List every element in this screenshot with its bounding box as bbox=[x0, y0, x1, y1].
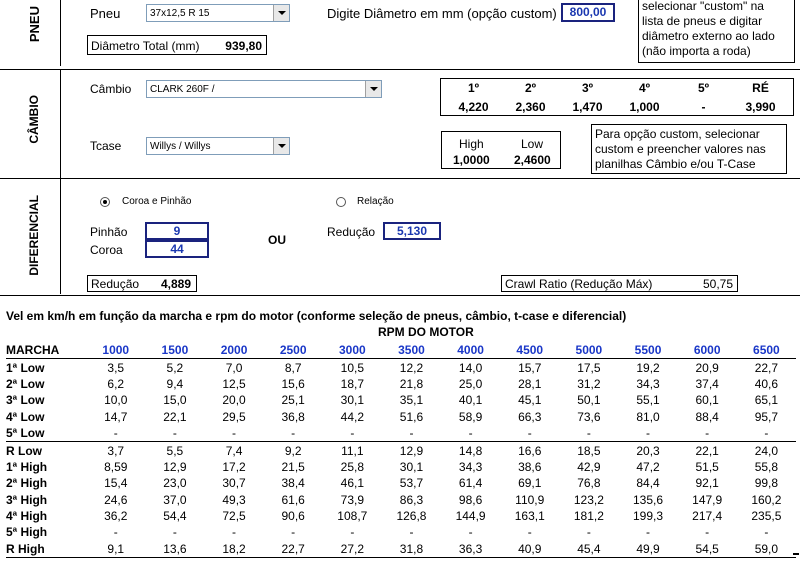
speed-cell: 108,7 bbox=[337, 509, 368, 524]
speed-cell: - bbox=[705, 525, 710, 540]
gear-label: 1ª High bbox=[6, 459, 48, 474]
speed-cell: 92,1 bbox=[695, 476, 719, 491]
speed-cell: 22,7 bbox=[754, 360, 779, 375]
diferencial-section-label: DIFERENCIAL bbox=[27, 195, 41, 276]
gear-label: 3ª High bbox=[6, 492, 48, 507]
speed-cell: 47,2 bbox=[636, 459, 660, 474]
gear-header: 1º bbox=[467, 81, 480, 95]
rpm-column-header: 5500 bbox=[618, 342, 677, 359]
speed-cell: 69,1 bbox=[518, 476, 542, 491]
speed-cell: 37,4 bbox=[695, 376, 719, 391]
coroa-input[interactable]: 44 bbox=[145, 240, 209, 258]
gear-ratio: 4,220 bbox=[458, 100, 489, 114]
cambio-label: Câmbio bbox=[90, 82, 132, 96]
pneu-note-line: diâmetro externo ao lado bbox=[642, 29, 775, 43]
speed-cell: 163,1 bbox=[514, 509, 545, 524]
speed-cell: 61,4 bbox=[458, 476, 483, 491]
speed-cell: 40,9 bbox=[500, 541, 559, 558]
pneu-note-line: selecionar "custom" na bbox=[642, 0, 764, 13]
crawl-ratio-value: 50,75 bbox=[702, 277, 733, 291]
speed-cell: 14,0 bbox=[458, 360, 483, 375]
gear-ratio: - bbox=[701, 100, 706, 114]
speed-cell: 46,1 bbox=[340, 476, 364, 491]
speed-cell: - bbox=[350, 525, 355, 540]
speed-cell: 22,1 bbox=[163, 409, 187, 424]
speed-cell: 45,1 bbox=[518, 393, 542, 408]
speed-cell: 88,4 bbox=[695, 409, 719, 424]
speed-cell: 7,4 bbox=[225, 443, 243, 458]
pneu-section-label: PNEU bbox=[27, 6, 42, 43]
speed-cell: 18,2 bbox=[204, 541, 263, 558]
table-row bbox=[6, 492, 796, 508]
speed-cell: - bbox=[172, 525, 177, 540]
table-row bbox=[6, 392, 796, 408]
gear-header: 2º bbox=[524, 81, 537, 95]
table-row bbox=[6, 359, 796, 376]
table-row bbox=[6, 508, 796, 524]
speed-cell: 24,6 bbox=[104, 492, 128, 507]
gear-header: 3º bbox=[581, 81, 594, 95]
speed-cell: 15,6 bbox=[281, 376, 305, 391]
speed-cell: 6,2 bbox=[107, 376, 125, 391]
cambio-divider bbox=[60, 70, 61, 178]
rpm-column-header: 6500 bbox=[737, 342, 796, 359]
speed-cell: 123,2 bbox=[573, 492, 604, 507]
speed-cell: 24,0 bbox=[754, 443, 779, 458]
gear-label: 4ª High bbox=[6, 509, 48, 524]
marcha-header: MARCHA bbox=[6, 342, 86, 359]
pneu-select[interactable] bbox=[146, 4, 290, 22]
speed-cell: 15,4 bbox=[104, 476, 128, 491]
speed-cell: 30,7 bbox=[222, 476, 246, 491]
speed-cell: 54,4 bbox=[163, 509, 187, 524]
rpm-column-header: 5000 bbox=[559, 342, 618, 359]
speed-cell: 51,6 bbox=[399, 409, 424, 424]
rpm-header: RPM DO MOTOR bbox=[378, 325, 474, 339]
tcase-note-line: custom e preencher valores nas bbox=[595, 142, 766, 156]
table-row bbox=[6, 409, 796, 425]
total-diameter-label: Diâmetro Total (mm) bbox=[91, 39, 200, 53]
speed-cell: - bbox=[291, 525, 296, 540]
speed-cell: 10,0 bbox=[104, 393, 128, 408]
speed-cell: - bbox=[678, 425, 737, 442]
speed-cell: 44,2 bbox=[340, 409, 364, 424]
gear-label: R High bbox=[6, 541, 86, 558]
speed-cell: - bbox=[441, 425, 500, 442]
speed-cell: 25,8 bbox=[340, 459, 364, 474]
tcase-high-value: 1,0000 bbox=[453, 153, 490, 167]
speed-cell: 17,5 bbox=[577, 360, 601, 375]
rpm-column-header: 1500 bbox=[145, 342, 204, 359]
speed-cell: - bbox=[646, 525, 651, 540]
speed-cell: 36,8 bbox=[281, 409, 305, 424]
speed-cell: 110,9 bbox=[515, 492, 545, 507]
speed-cell: 20,3 bbox=[636, 443, 660, 458]
tcase-ratio-box bbox=[441, 131, 561, 169]
speed-cell: 99,8 bbox=[754, 476, 779, 491]
speed-cell: 73,6 bbox=[577, 409, 601, 424]
speed-cell: 23,0 bbox=[163, 476, 187, 491]
speed-cell: 11,1 bbox=[341, 443, 364, 458]
tcase-select-value: Willys / Willys bbox=[150, 141, 211, 152]
relacao-radio[interactable] bbox=[336, 197, 346, 207]
chevron-down-icon[interactable] bbox=[273, 5, 289, 21]
speed-cell: 3,7 bbox=[107, 443, 125, 458]
speed-cell: 22,7 bbox=[264, 541, 323, 558]
diferencial-divider bbox=[60, 179, 61, 294]
speed-cell: 86,3 bbox=[399, 492, 424, 507]
speed-cell: - bbox=[323, 425, 382, 442]
speed-cell: 29,5 bbox=[222, 409, 246, 424]
gear-label: 2ª High bbox=[6, 476, 48, 491]
speed-cell: 73,9 bbox=[340, 492, 364, 507]
diameter-label: Digite Diâmetro em mm (opção custom) bbox=[327, 6, 557, 21]
tcase-note bbox=[591, 124, 787, 174]
speed-cell: 25,1 bbox=[281, 393, 305, 408]
cambio-select[interactable] bbox=[146, 80, 382, 98]
speed-cell: 59,0 bbox=[737, 541, 796, 558]
speed-cell: 144,9 bbox=[455, 509, 486, 524]
speed-cell: 30,1 bbox=[399, 459, 424, 474]
pneu-note-line: lista de pneus e digitar bbox=[642, 14, 763, 28]
total-diameter-value: 939,80 bbox=[225, 39, 262, 53]
speed-cell: 25,0 bbox=[458, 376, 483, 391]
speed-cell: 5,2 bbox=[166, 360, 184, 375]
speed-cell: 181,2 bbox=[573, 509, 604, 524]
tcase-select[interactable] bbox=[146, 137, 290, 155]
gear-label: 3ª Low bbox=[6, 393, 45, 408]
pneu-note-line: (não importa a roda) bbox=[642, 44, 751, 58]
speed-cell: 72,5 bbox=[222, 509, 246, 524]
rpm-column-header: 6000 bbox=[678, 342, 737, 359]
speed-cell: 147,9 bbox=[692, 492, 723, 507]
speed-cell: 34,3 bbox=[458, 459, 483, 474]
speed-cell: - bbox=[409, 525, 414, 540]
rpm-column-header: 3000 bbox=[323, 342, 382, 359]
gear-ratio: 1,000 bbox=[629, 100, 660, 114]
rpm-column-header: 3500 bbox=[382, 342, 441, 359]
speed-cell: 98,6 bbox=[458, 492, 483, 507]
speed-cell: 10,5 bbox=[340, 360, 364, 375]
speed-cell: - bbox=[382, 425, 441, 442]
crawl-ratio-box bbox=[501, 275, 738, 292]
gear-label: R Low bbox=[6, 443, 42, 458]
speed-cell: 12,2 bbox=[399, 360, 424, 375]
corner-mark bbox=[793, 553, 799, 555]
reducao-label: Redução bbox=[327, 225, 376, 239]
section-separator bbox=[0, 178, 800, 179]
speed-cell: 53,7 bbox=[399, 476, 424, 491]
gear-header: 5º bbox=[697, 81, 710, 95]
gear-ratio: 1,470 bbox=[572, 100, 603, 114]
speed-cell: 5,5 bbox=[166, 443, 184, 458]
gear-header: 4º bbox=[638, 81, 651, 95]
speed-cell: - bbox=[737, 425, 796, 442]
speed-cell: - bbox=[527, 525, 532, 540]
speed-cell: 38,6 bbox=[518, 459, 542, 474]
speed-cell: 16,6 bbox=[518, 443, 542, 458]
gear-label: 1ª Low bbox=[6, 360, 45, 375]
speed-cell: 31,2 bbox=[577, 376, 601, 391]
coroa-label: Coroa bbox=[90, 243, 123, 257]
gear-label: 4ª Low bbox=[6, 409, 45, 424]
table-row bbox=[6, 524, 796, 540]
speed-cell: 21,5 bbox=[281, 459, 305, 474]
pneu-note bbox=[638, 0, 795, 63]
speed-table bbox=[6, 342, 796, 558]
speed-cell: 60,1 bbox=[695, 393, 719, 408]
speed-cell: 126,8 bbox=[396, 509, 427, 524]
speed-cell: 9,2 bbox=[284, 443, 302, 458]
speed-cell: 55,8 bbox=[754, 459, 779, 474]
table-row bbox=[6, 459, 796, 475]
speed-cell: 49,9 bbox=[618, 541, 677, 558]
relacao-label: Relação bbox=[357, 196, 394, 207]
pneu-divider bbox=[60, 0, 61, 66]
speed-cell: 135,6 bbox=[633, 492, 664, 507]
speed-cell: - bbox=[500, 425, 559, 442]
tcase-high-label: High bbox=[459, 137, 484, 151]
speed-cell: 49,3 bbox=[222, 492, 246, 507]
table-row bbox=[6, 425, 796, 442]
speed-cell: 40,1 bbox=[458, 393, 483, 408]
reducao-calc-label: Redução bbox=[91, 277, 140, 291]
speed-cell: 55,1 bbox=[636, 393, 660, 408]
speed-cell: 66,3 bbox=[518, 409, 542, 424]
rpm-column-header: 2500 bbox=[264, 342, 323, 359]
speed-cell: 3,5 bbox=[107, 360, 125, 375]
chevron-down-icon[interactable] bbox=[365, 81, 381, 97]
speed-cell: 30,1 bbox=[340, 393, 364, 408]
speed-cell: 8,59 bbox=[104, 459, 128, 474]
speed-cell: - bbox=[559, 425, 618, 442]
table-row bbox=[6, 376, 796, 392]
section-separator bbox=[0, 69, 800, 70]
tcase-low-value: 2,4600 bbox=[514, 153, 551, 167]
speed-cell: 19,2 bbox=[636, 360, 660, 375]
coroa-pinhao-label: Coroa e Pinhão bbox=[122, 196, 192, 207]
speed-cell: 58,9 bbox=[458, 409, 483, 424]
speed-cell: 15,7 bbox=[518, 360, 542, 375]
total-diameter-box bbox=[87, 35, 267, 55]
speed-cell: 17,2 bbox=[222, 459, 246, 474]
speed-table-title: Vel em km/h em função da marcha e rpm do motor (conforme seleção de pneus, câmbio, t-case e diferencial) bbox=[6, 309, 627, 323]
crawl-ratio-label: Crawl Ratio (Redução Máx) bbox=[505, 277, 653, 291]
speed-cell: - bbox=[468, 525, 473, 540]
tcase-note-line: Para opção custom, selecionar bbox=[595, 127, 760, 141]
speed-cell: - bbox=[86, 425, 145, 442]
table-row bbox=[6, 475, 796, 491]
rpm-column-header: 4500 bbox=[500, 342, 559, 359]
speed-cell: 81,0 bbox=[636, 409, 660, 424]
speed-cell: 84,4 bbox=[636, 476, 660, 491]
speed-cell: 65,1 bbox=[754, 393, 779, 408]
speed-cell: 13,6 bbox=[145, 541, 204, 558]
speed-cell: 199,3 bbox=[633, 509, 664, 524]
speed-cell: - bbox=[618, 425, 677, 442]
pneu-label: Pneu bbox=[90, 6, 121, 21]
speed-cell: 14,8 bbox=[458, 443, 483, 458]
reducao-calc-value: 4,889 bbox=[161, 277, 192, 291]
rpm-column-header: 2000 bbox=[204, 342, 263, 359]
speed-cell: 51,5 bbox=[695, 459, 719, 474]
reducao-calc-box bbox=[87, 275, 197, 292]
speed-cell: 42,9 bbox=[577, 459, 601, 474]
speed-cell: 22,1 bbox=[695, 443, 719, 458]
chevron-down-icon[interactable] bbox=[273, 138, 289, 154]
ou-label: OU bbox=[268, 233, 286, 247]
speed-cell: 95,7 bbox=[754, 409, 779, 424]
speed-cell: 21,8 bbox=[399, 376, 424, 391]
diameter-input[interactable]: 800,00 bbox=[561, 3, 615, 22]
gear-ratio-table bbox=[440, 78, 794, 116]
tcase-label: Tcase bbox=[90, 139, 122, 153]
speed-cell: 37,0 bbox=[163, 492, 187, 507]
speed-cell: 235,5 bbox=[751, 509, 782, 524]
speed-cell: 18,7 bbox=[340, 376, 364, 391]
speed-cell: 14,7 bbox=[104, 409, 128, 424]
gear-header: RÉ bbox=[752, 81, 769, 95]
speed-cell: 18,5 bbox=[577, 443, 601, 458]
speed-table-header-row bbox=[6, 342, 796, 359]
speed-cell: 20,0 bbox=[222, 393, 246, 408]
speed-cell: 90,6 bbox=[281, 509, 305, 524]
speed-cell: 54,5 bbox=[678, 541, 737, 558]
gear-ratio: 3,990 bbox=[745, 100, 776, 114]
speed-cell: 7,0 bbox=[225, 360, 243, 375]
pinhao-label: Pinhão bbox=[90, 225, 128, 239]
speed-cell: 34,3 bbox=[636, 376, 660, 391]
speed-cell: 15,0 bbox=[163, 393, 187, 408]
speed-cell: 9,4 bbox=[166, 376, 184, 391]
gear-label: 2ª Low bbox=[6, 376, 45, 391]
table-row bbox=[6, 541, 796, 558]
speed-cell: 50,1 bbox=[577, 393, 601, 408]
speed-cell: - bbox=[232, 525, 237, 540]
speed-cell: - bbox=[113, 525, 118, 540]
speed-cell: 31,8 bbox=[382, 541, 441, 558]
gear-label: 5ª Low bbox=[6, 425, 86, 442]
speed-cell: - bbox=[764, 525, 769, 540]
speed-cell: - bbox=[586, 525, 591, 540]
pneu-select-value: 37x12,5 R 15 bbox=[150, 8, 210, 19]
speed-cell: - bbox=[264, 425, 323, 442]
tcase-note-line: planilhas Câmbio e/ou T-Case bbox=[595, 157, 756, 171]
section-separator bbox=[0, 295, 800, 296]
cambio-select-value: CLARK 260F / bbox=[150, 84, 215, 95]
gear-ratio: 2,360 bbox=[515, 100, 546, 114]
speed-cell: 9,1 bbox=[86, 541, 145, 558]
speed-cell: 40,6 bbox=[754, 376, 779, 391]
rpm-column-header: 1000 bbox=[86, 342, 145, 359]
speed-cell: 28,1 bbox=[518, 376, 542, 391]
rpm-column-header: 4000 bbox=[441, 342, 500, 359]
speed-cell: 20,9 bbox=[695, 360, 719, 375]
speed-cell: 12,9 bbox=[399, 443, 424, 458]
speed-cell: 38,4 bbox=[281, 476, 305, 491]
speed-cell: 27,2 bbox=[323, 541, 382, 558]
speed-cell: 45,4 bbox=[559, 541, 618, 558]
speed-cell: 76,8 bbox=[577, 476, 601, 491]
speed-cell: 36,3 bbox=[441, 541, 500, 558]
speed-cell: 12,9 bbox=[163, 459, 187, 474]
tcase-low-label: Low bbox=[521, 137, 544, 151]
gear-label: 5ª High bbox=[6, 525, 48, 540]
speed-cell: 217,4 bbox=[692, 509, 723, 524]
coroa-pinhao-radio[interactable] bbox=[100, 197, 110, 207]
speed-cell: 36,2 bbox=[104, 509, 128, 524]
speed-cell: 35,1 bbox=[399, 393, 424, 408]
speed-cell: 12,5 bbox=[222, 376, 246, 391]
speed-cell: - bbox=[145, 425, 204, 442]
speed-cell: - bbox=[204, 425, 263, 442]
speed-cell: 61,6 bbox=[281, 492, 305, 507]
reducao-input[interactable]: 5,130 bbox=[383, 222, 441, 240]
cambio-section-label: CÂMBIO bbox=[27, 95, 41, 144]
speed-cell: 160,2 bbox=[751, 492, 782, 507]
speed-cell: 8,7 bbox=[284, 360, 302, 375]
pinhao-input[interactable]: 9 bbox=[145, 222, 209, 240]
table-row bbox=[6, 442, 796, 459]
